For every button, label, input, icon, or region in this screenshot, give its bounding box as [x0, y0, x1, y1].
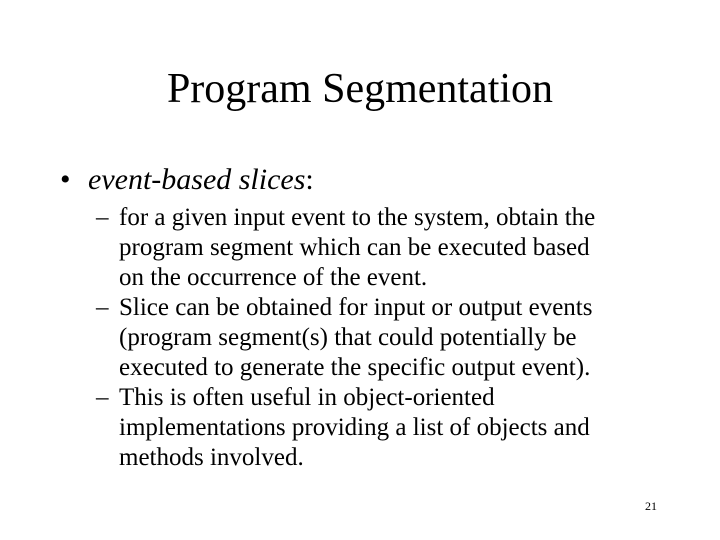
- sub-bullet-line: This is often useful in object-oriented: [119, 384, 495, 411]
- sub-bullet-item: [96, 203, 676, 293]
- slide-title: Program Segmentation: [166, 66, 554, 112]
- dash-marker: –: [96, 294, 109, 321]
- bullet-label: event-based slices: [88, 163, 306, 196]
- sub-bullet-line: implementations providing a list of objects and: [119, 414, 590, 441]
- sub-bullet-line: methods involved.: [119, 444, 304, 471]
- sub-bullet-line: (program segment(s) that could potentially be: [119, 324, 577, 351]
- dash-marker: –: [96, 384, 109, 411]
- page-number: 21: [645, 499, 657, 513]
- sub-bullet-item: [96, 383, 676, 473]
- sub-bullet-line: on the occurrence of the event.: [119, 264, 428, 291]
- sub-bullet-line: program segment which can be executed based: [119, 234, 590, 261]
- sub-bullet-list: [96, 203, 676, 473]
- sub-bullet-item: [96, 293, 676, 383]
- sub-bullet-line: executed to generate the specific output event).: [119, 354, 591, 381]
- sub-bullet-line: Slice can be obtained for input or output events: [119, 294, 593, 321]
- main-bullet: [60, 162, 314, 198]
- bullet-marker: •: [60, 163, 71, 196]
- sub-bullet-line: for a given input event to the system, obtain the: [119, 204, 596, 231]
- bullet-colon: :: [305, 163, 314, 196]
- dash-marker: –: [96, 204, 109, 231]
